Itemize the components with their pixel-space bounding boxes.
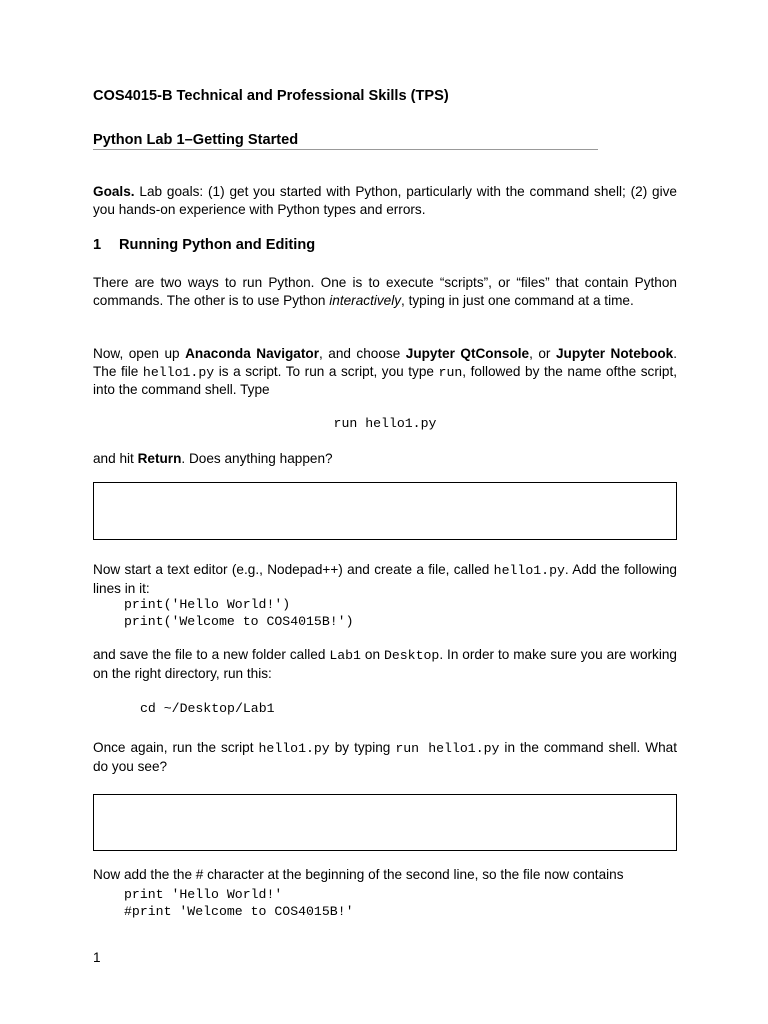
open-text-2: , and choose [318, 346, 406, 361]
notebook-term: Jupyter Notebook [555, 346, 674, 361]
open-text-6: , followed by the name ofthe script, into the command shell. Type [93, 363, 678, 397]
code-line-1: print('Hello World!') [124, 597, 291, 612]
again-text-2: by typing [329, 740, 396, 755]
again-text-3: in the command shell. What do you see? [93, 740, 678, 774]
section-title: Running Python and Editing [119, 237, 316, 253]
save-text-2: on [360, 647, 384, 662]
run-keyword-code: run [438, 364, 463, 380]
anaconda-navigator-term: Anaconda Navigator [185, 346, 319, 361]
ways-text-1: There are two ways to run Python. One is to execute “scripts”, or “files” that contain Python commands. The other is to use Python [93, 275, 677, 308]
save-text-3: . In order to make sure you are working on the right directory, run this: [93, 647, 677, 681]
course-title: COS4015-B Technical and Professional Skills (TPS) [93, 88, 449, 104]
again-run-command-code: run hello1.py [395, 741, 500, 756]
again-filename-code: hello1.py [258, 741, 330, 756]
code-line-3: print 'Hello World!' [124, 887, 283, 902]
return-text-1: and hit [93, 451, 138, 466]
ways-paragraph [93, 274, 677, 309]
goals-label: Goals. [93, 184, 135, 199]
open-text-5: is a script. To run a script, you type [214, 363, 439, 379]
hash-paragraph: Now add the the # character at the beginning of the second line, so the file now contains [93, 867, 624, 882]
answer-box-2[interactable] [93, 794, 677, 851]
open-text-3: , or [529, 346, 556, 361]
goals-text: Lab goals: (1) get you started with Python, particularly with the command shell; (2) give you hands-on experience with Python types and errors. [93, 184, 677, 217]
open-text-4: . The file [93, 346, 678, 379]
folder-name-code: Lab1 [329, 648, 361, 663]
return-key-term: Return [137, 451, 182, 466]
open-paragraph [93, 345, 677, 399]
desktop-code: Desktop [383, 648, 440, 663]
editor-text-2: . Add the following lines in it: [93, 562, 677, 596]
editor-paragraph [93, 561, 677, 597]
section-number: 1 [93, 237, 102, 253]
editor-text-1: Now start a text editor (e.g., Nodepad++) and create a file, called [93, 562, 494, 577]
title-rule [93, 149, 598, 150]
filename-code: hello1.py [142, 364, 215, 380]
qtconsole-term: Jupyter QtConsole [405, 346, 530, 361]
cd-command: cd ~/Desktop/Lab1 [140, 701, 275, 716]
return-text-2: . Does anything happen? [181, 451, 333, 466]
code-line-4: #print 'Welcome to COS4015B!' [124, 904, 354, 919]
lab-title: Python Lab 1–Getting Started [93, 132, 299, 148]
answer-box-1[interactable] [93, 482, 677, 540]
save-paragraph [93, 646, 677, 682]
goals-paragraph [93, 183, 677, 218]
editor-filename-code: hello1.py [493, 563, 565, 578]
again-text-1: Once again, run the script [93, 740, 259, 755]
run-command: run hello1.py [333, 416, 437, 431]
code-line-2: print('Welcome to COS4015B!') [124, 614, 354, 629]
section-heading [93, 237, 315, 253]
again-paragraph [93, 739, 677, 775]
save-text-1: and save the file to a new folder called [93, 647, 330, 662]
page-number: 1 [93, 950, 101, 965]
return-paragraph [93, 450, 677, 468]
ways-text-2: , typing in just one command at a time. [401, 292, 634, 308]
ways-emphasis: interactively [329, 292, 402, 308]
open-text-1: Now, open up [93, 346, 186, 361]
